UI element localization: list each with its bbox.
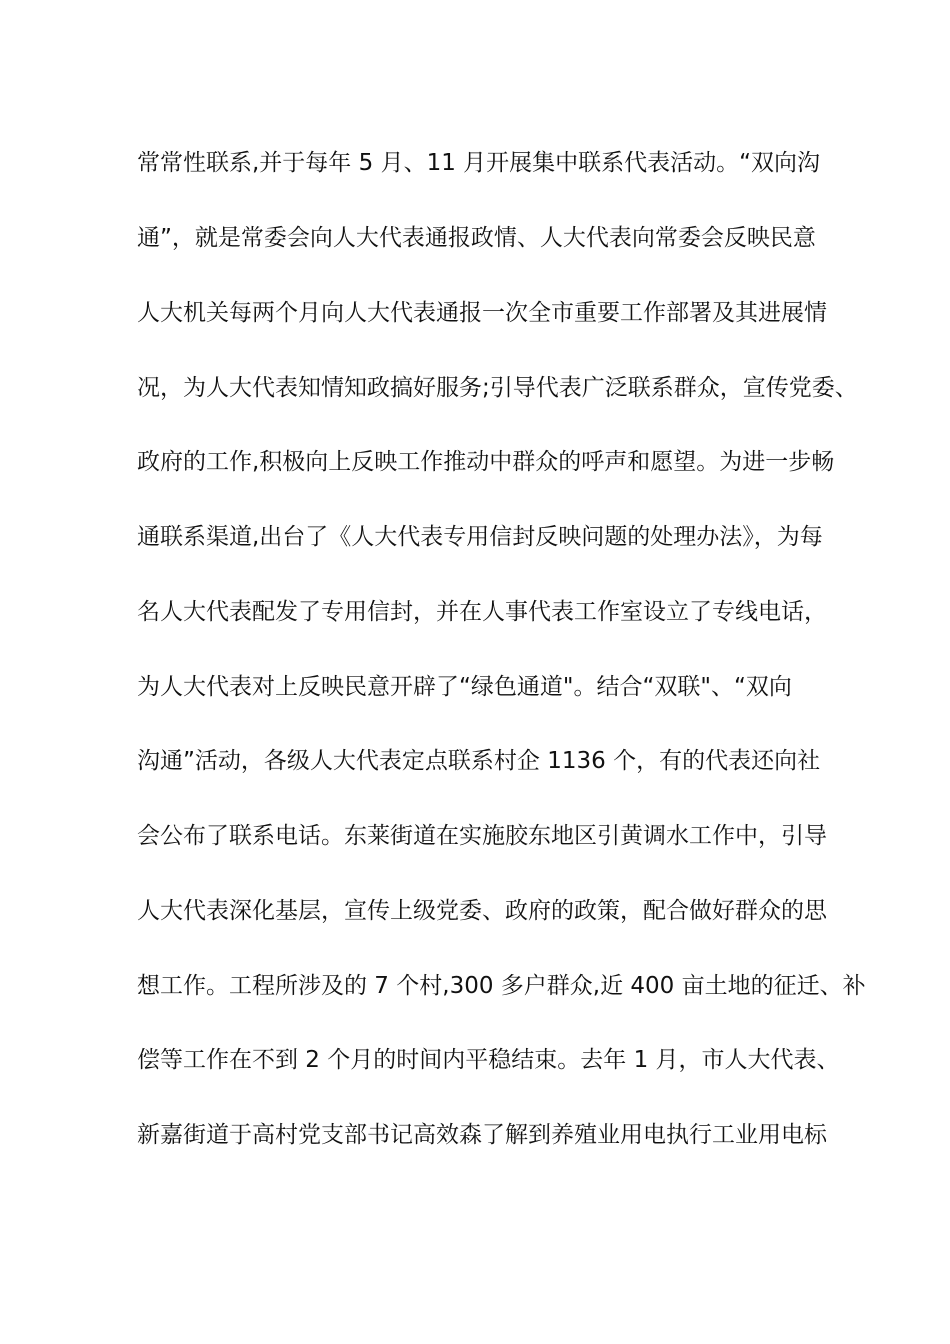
text-line: 人大机关每两个月向人大代表通报一次全市重要工作部署及其进展情	[137, 300, 827, 326]
text-line: 新嘉街道于高村党支部书记高效森了解到养殖业用电执行工业用电标	[137, 1122, 827, 1148]
text-line: 况，为人大代表知情知政搞好服务;引导代表广泛联系群众，宣传党委、	[137, 375, 858, 401]
text-line: 通”，就是常委会向人大代表通报政情、人大代表向常委会反映民意	[137, 225, 816, 251]
text-line: 会公布了联系电话。东莱街道在实施胶东地区引黄调水工作中，引导	[137, 823, 827, 849]
text-line: 想工作。工程所涉及的 7 个村,300 多户群众,近 400 亩土地的征迁、补	[137, 973, 866, 999]
text-line: 常常性联系,并于每年 5 月、11 月开展集中联系代表活动。“双向沟	[137, 150, 821, 176]
text-line: 名人大代表配发了专用信封，并在人事代表工作室设立了专线电话，	[137, 599, 827, 625]
text-line: 偿等工作在不到 2 个月的时间内平稳结束。去年 1 月，市人大代表、	[137, 1047, 840, 1073]
text-line: 沟通”活动，各级人大代表定点联系村企 1136 个，有的代表还向社	[137, 748, 821, 774]
text-line: 政府的工作,积极向上反映工作推动中群众的呼声和愿望。为进一步畅	[137, 449, 835, 475]
text-line: 通联系渠道,出台了《人大代表专用信封反映问题的处理办法》，为每	[137, 524, 823, 550]
text-line: 为人大代表对上反映民意开辟了“绿色通道"。结合“双联"、“双向	[137, 674, 792, 700]
text-line: 人大代表深化基层，宣传上级党委、政府的政策，配合做好群众的思	[137, 898, 827, 924]
